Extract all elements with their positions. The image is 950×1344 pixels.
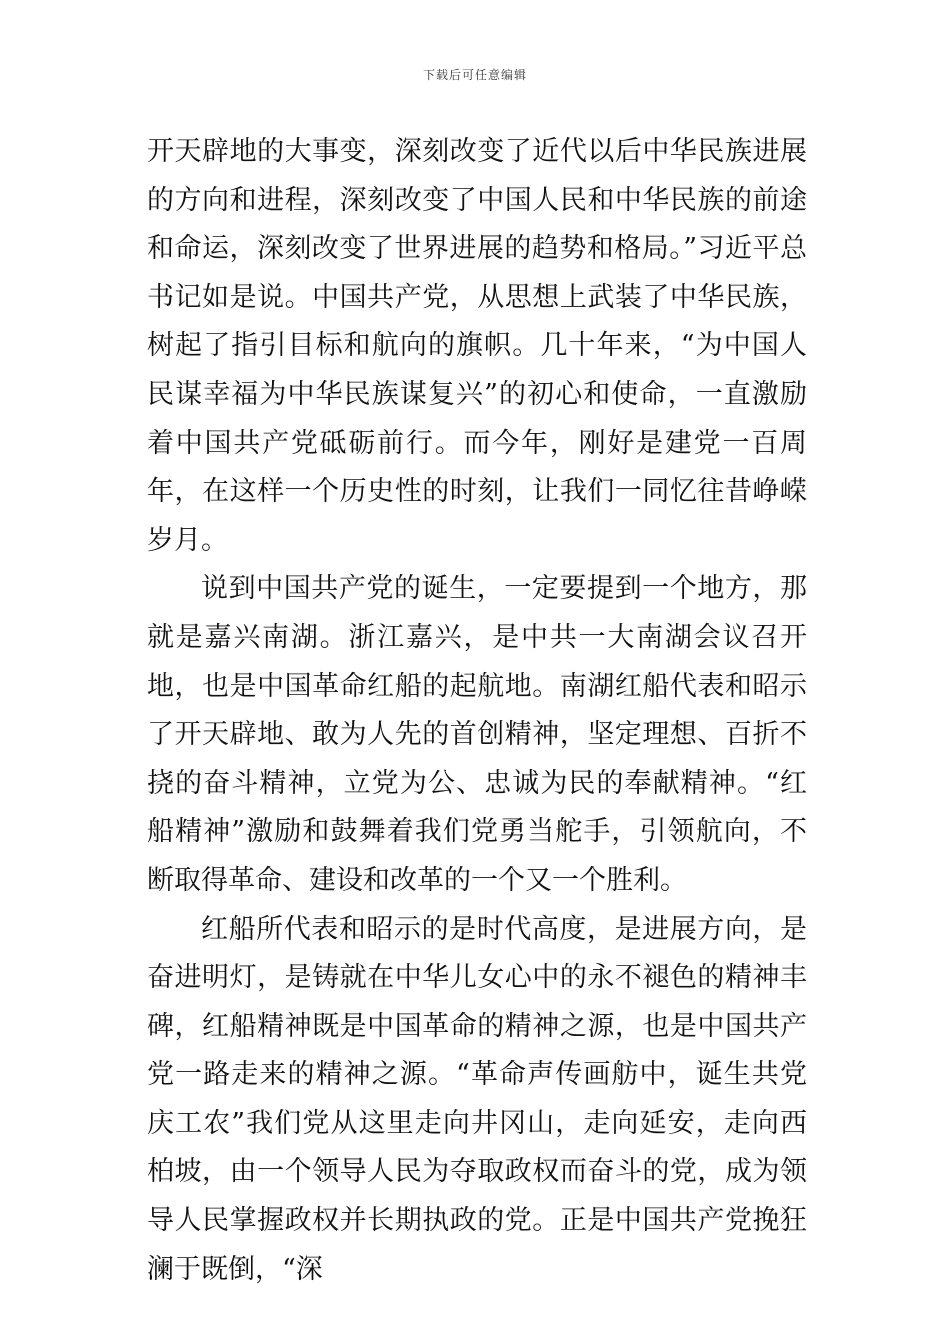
paragraph-2: 说到中国共产党的诞生，一定要提到一个地方，那就是嘉兴南湖。浙江嘉兴，是中共一大南湖会议召开地，也是中国革命红船的起航地。南湖红船代表和昭示了开天辟地、敢为人先的首创精神，坚定理想、百折不挠的奋斗精神，立党为公、忠诚为民的奉献精神。“红船精神”激励和鼓舞着我们党勇当舵手，引领航向，不断取得革命、建设和改革的一个又一个胜利。 (147, 573, 807, 896)
paragraph-1: 开天辟地的大事变，深刻改变了近代以后中华民族进展的方向和进程，深刻改变了中国人民和中华民族的前途和命运，深刻改变了世界进展的趋势和格局。”习近平总书记如是说。中国共产党，从思想上武装了中华民族，树起了指引目标和航向的旗帜。几十年来，“为中国人民谋幸福为中华民族谋复兴”的初心和使命，一直激励着中国共产党砥砺前行。而今年，刚好是建党一百周年，在这样一个历史性的时刻，让我们一同忆往昔峥嵘岁月。 (147, 136, 807, 556)
document-body (147, 128, 807, 1294)
page-header: 下载后可任意编辑 (422, 68, 527, 82)
paragraph-3: 红船所代表和昭示的是时代高度，是进展方向，是奋进明灯，是铸就在中华儿女心中的永不褪色的精神丰碑，红船精神既是中国革命的精神之源，也是中国共产党一路走来的精神之源。“革命声传画舫中，诞生共党庆工农”我们党从这里走向井冈山，走向延安，走向西柏坡，由一个领导人民为夺取政权而奋斗的党，成为领导人民掌握政权并长期执政的党。正是中国共产党挽狂澜于既倒，“深 (147, 913, 807, 1285)
